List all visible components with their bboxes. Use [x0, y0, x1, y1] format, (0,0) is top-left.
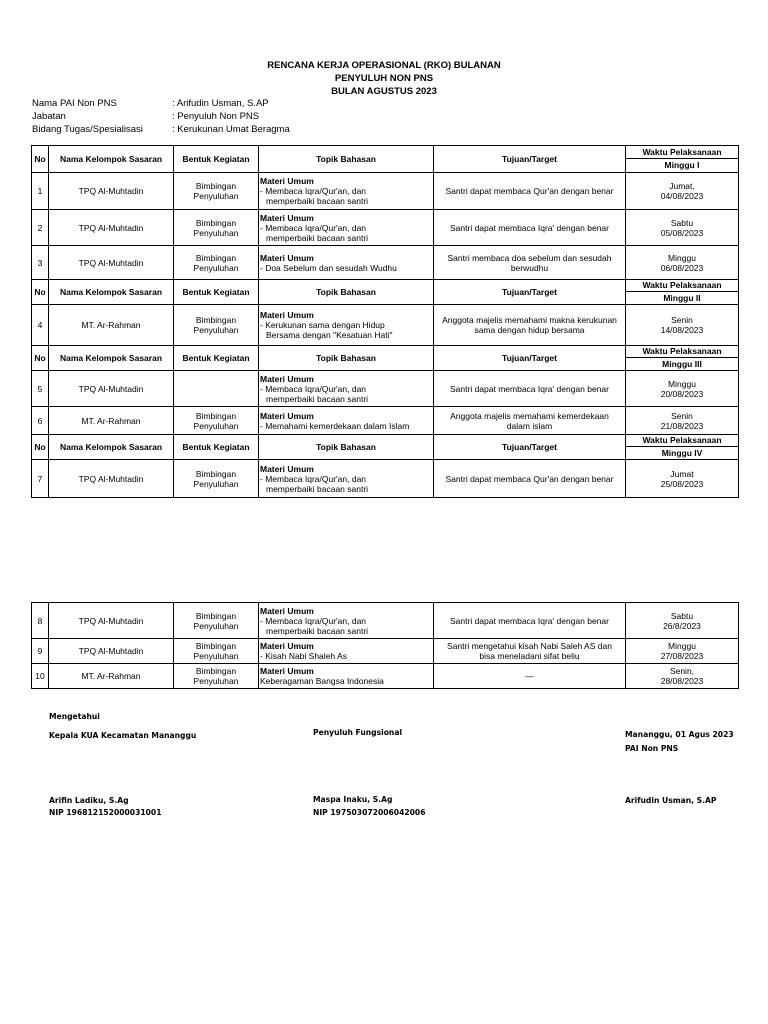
rko-table [31, 145, 739, 498]
materi-label: Materi Umum [260, 641, 314, 651]
materi-label: Materi Umum [260, 605, 314, 616]
tujuan-line: Santri dapat membaca Iqra' dengan benar [450, 615, 609, 626]
col-topik-header: Topik Bahasan [259, 280, 434, 305]
bentuk-line: Penyuluhan [193, 325, 239, 335]
row-waktu [626, 246, 739, 280]
col-no-header: No [32, 146, 49, 173]
table-row [32, 371, 739, 407]
week-label: Minggu III [662, 359, 702, 369]
row-tujuan [434, 407, 626, 435]
materi-label: Materi Umum [260, 463, 314, 474]
table-row [32, 173, 739, 210]
tujuan-line: sama dengan hidup bersama [474, 325, 585, 335]
materi-label: Materi Umum [260, 666, 314, 676]
kepala-title: Kepala KUA Kecamatan Mananggu [49, 731, 197, 740]
tujuan-line: Santri dapat membaca Qur'an dengan benar [445, 186, 614, 196]
bentuk-line: Bimbingan [195, 252, 237, 263]
row-kelompok: MT. Ar-Rahman [49, 407, 174, 435]
row-tujuan [434, 603, 626, 639]
table-row [32, 407, 739, 435]
topik-line: - Memahami kemerdekaan dalam Islam [260, 420, 410, 431]
row-kelompok: TPQ Al-Muhtadin [49, 603, 174, 639]
col-kelompok-header: Nama Kelompok Sasaran [49, 146, 174, 173]
place-date: Mananggu, 01 Agus 2023 [625, 730, 734, 739]
col-topik-header: Topik Bahasan [259, 346, 434, 371]
row-tujuan [434, 664, 626, 689]
table-row [32, 664, 739, 689]
col-tujuan-header: Tujuan/Target [434, 435, 626, 460]
bentuk-line: Bimbingan [195, 217, 237, 228]
col-waktu-header [626, 346, 739, 371]
topik-line: - Doa Sebelum dan sesudah Wudhu [260, 262, 397, 273]
col-no-header: No [32, 280, 49, 305]
row-bentuk [174, 305, 259, 346]
table-header-row [32, 146, 739, 173]
col-topik-header: Topik Bahasan [259, 435, 434, 460]
waktu-day: Jumat, [669, 181, 695, 191]
table-header-row [32, 280, 739, 305]
row-waktu [626, 173, 739, 210]
topik-line: - Membaca Iqra/Qur'an, dan [260, 615, 367, 626]
row-kelompok: TPQ Al-Muhtadin [49, 173, 174, 210]
waktu-label: Waktu Pelaksanaan [626, 280, 738, 292]
row-kelompok: TPQ Al-Muhtadin [49, 246, 174, 280]
col-waktu-header [626, 435, 739, 460]
row-kelompok: TPQ Al-Muhtadin [49, 371, 174, 407]
topik-line: Keberagaman Bangsa Indonesia [260, 676, 384, 686]
waktu-date: 21/08/2023 [660, 420, 704, 431]
row-bentuk [174, 664, 259, 689]
row-no: 7 [32, 460, 49, 498]
waktu-day: Minggu [668, 252, 696, 263]
tujuan-line: Anggota majelis memahami kemerdekaan [450, 410, 609, 421]
row-tujuan [434, 460, 626, 498]
materi-label: Materi Umum [260, 310, 314, 320]
bentuk-line: Penyuluhan [193, 227, 239, 238]
materi-label: Materi Umum [260, 373, 314, 384]
info-label: Nama PAI Non PNS [32, 98, 117, 109]
row-bentuk [174, 639, 259, 664]
row-topik [259, 210, 434, 246]
waktu-day: Jumat [670, 468, 694, 479]
row-waktu [626, 210, 739, 246]
row-tujuan [434, 173, 626, 210]
waktu-day: Senin, [669, 666, 695, 676]
pai-title: PAI Non PNS [625, 744, 679, 753]
row-bentuk [174, 603, 259, 639]
bentuk-line: Bimbingan [195, 315, 237, 325]
row-bentuk [174, 210, 259, 246]
topik-line: memperbaiki bacaan santri [266, 483, 369, 494]
bentuk-line: Penyuluhan [193, 420, 239, 431]
row-topik [259, 603, 434, 639]
row-no: 10 [32, 664, 49, 689]
col-kelompok-header: Nama Kelompok Sasaran [49, 346, 174, 371]
topik-line: - Membaca Iqra/Qur'an, dan [260, 222, 367, 233]
bentuk-line: Penyuluhan [193, 191, 239, 201]
table-row [32, 305, 739, 346]
fungsional-title: Penyuluh Fungsional [313, 728, 403, 737]
tujuan-line: Santri membaca doa sebelum dan sesudah [447, 252, 612, 263]
row-kelompok: MT. Ar-Rahman [49, 305, 174, 346]
row-tujuan [434, 246, 626, 280]
bentuk-line: Penyuluhan [193, 651, 239, 661]
row-topik [259, 305, 434, 346]
col-kelompok-header: Nama Kelompok Sasaran [49, 280, 174, 305]
waktu-date: 27/08/2023 [660, 651, 704, 661]
bentuk-line: Penyuluhan [193, 620, 239, 631]
bentuk-line: Bimbingan [195, 641, 237, 651]
bentuk-line: Bimbingan [195, 410, 237, 421]
row-tujuan [434, 305, 626, 346]
row-no: 5 [32, 371, 49, 407]
table-row [32, 210, 739, 246]
col-no-header: No [32, 346, 49, 371]
table-row [32, 460, 739, 498]
doc-title: RENCANA KERJA OPERASIONAL (RKO) BULANAN [267, 60, 501, 71]
mengetahui-label: Mengetahui [49, 712, 100, 721]
tujuan-line: Santri dapat membaca Iqra' dengan benar [450, 222, 609, 233]
row-topik [259, 246, 434, 280]
doc-period: BULAN AGUSTUS 2023 [331, 86, 437, 97]
materi-label: Materi Umum [260, 252, 314, 263]
table-header-row [32, 435, 739, 460]
info-label: Jabatan [32, 111, 66, 122]
bentuk-line: Penyuluhan [193, 478, 239, 489]
table-row [32, 603, 739, 639]
topik-line: Bersama dengan "Kesatuan Hati" [266, 330, 393, 340]
topik-line: - Membaca Iqra/Qur'an, dan [260, 186, 367, 196]
rko-table-continued [31, 602, 739, 689]
col-tujuan-header: Tujuan/Target [434, 346, 626, 371]
tujuan-line: Santri dapat membaca Qur'an dengan benar [445, 473, 614, 484]
bentuk-line: Penyuluhan [193, 676, 239, 686]
col-topik-header: Topik Bahasan [259, 146, 434, 173]
waktu-day: Minggu [668, 378, 696, 389]
col-waktu-header [626, 146, 739, 173]
row-topik [259, 371, 434, 407]
topik-line: memperbaiki bacaan santri [266, 625, 369, 636]
waktu-date: 04/08/2023 [660, 191, 704, 201]
topik-line: - Membaca Iqra/Qur'an, dan [260, 473, 367, 484]
kepala-nip: NIP 196812152000031001 [49, 808, 162, 817]
fungsional-nip: NIP 197503072006042006 [313, 808, 426, 817]
topik-line: memperbaiki bacaan santri [266, 232, 369, 243]
waktu-day: Senin [671, 410, 693, 421]
topik-line: - Kerukunan sama dengan Hidup [260, 320, 385, 330]
table-row [32, 246, 739, 280]
col-bentuk-header: Bentuk Kegiatan [174, 146, 259, 173]
row-tujuan [434, 371, 626, 407]
materi-label: Materi Umum [260, 176, 314, 186]
bentuk-line: Penyuluhan [193, 262, 239, 273]
row-topik [259, 407, 434, 435]
col-tujuan-header: Tujuan/Target [434, 280, 626, 305]
bentuk-line: Bimbingan [195, 181, 237, 191]
topik-line: - Kisah Nabi Shaleh As [260, 651, 347, 661]
waktu-date: 14/08/2023 [660, 325, 704, 335]
info-value: : Kerukunan Umat Beragma [172, 124, 290, 135]
week-label: Minggu I [664, 160, 700, 170]
doc-subtitle: PENYULUH NON PNS [334, 73, 434, 84]
row-no: 3 [32, 246, 49, 280]
tujuan-line: Santri dapat membaca Iqra' dengan benar [450, 383, 609, 394]
pai-name: Arifudin Usman, S.AP [625, 796, 717, 805]
materi-label: Materi Umum [260, 212, 314, 223]
row-topik [259, 460, 434, 498]
row-waktu [626, 460, 739, 498]
bentuk-line: Bimbingan [195, 610, 237, 621]
row-no: 9 [32, 639, 49, 664]
row-kelompok: TPQ Al-Muhtadin [49, 460, 174, 498]
waktu-day: Senin [671, 315, 693, 325]
row-tujuan [434, 210, 626, 246]
row-bentuk [174, 460, 259, 498]
row-no: 1 [32, 173, 49, 210]
row-no: 2 [32, 210, 49, 246]
topik-line: - Membaca Iqra/Qur'an, dan [260, 383, 367, 394]
week-label: Minggu IV [661, 448, 703, 458]
row-waktu [626, 603, 739, 639]
row-topik [259, 173, 434, 210]
bentuk-line: Bimbingan [195, 468, 237, 479]
col-kelompok-header: Nama Kelompok Sasaran [49, 435, 174, 460]
tujuan-line: bisa meneladani sifat beliu [479, 651, 580, 661]
table-row [32, 639, 739, 664]
row-bentuk [174, 246, 259, 280]
row-kelompok: TPQ Al-Muhtadin [49, 639, 174, 664]
tujuan-line: dalam islam [506, 420, 553, 431]
waktu-label: Waktu Pelaksanaan [626, 146, 738, 159]
col-no-header: No [32, 435, 49, 460]
col-waktu-header [626, 280, 739, 305]
row-bentuk [174, 407, 259, 435]
bentuk-line: Bimbingan [195, 666, 237, 676]
info-value: : Penyuluh Non PNS [172, 111, 260, 122]
materi-label: Materi Umum [260, 410, 314, 421]
waktu-date: 20/08/2023 [660, 388, 704, 399]
tujuan-line: berwudhu [510, 262, 549, 273]
row-no: 6 [32, 407, 49, 435]
row-waktu [626, 664, 739, 689]
col-bentuk-header: Bentuk Kegiatan [174, 346, 259, 371]
row-waktu [626, 407, 739, 435]
waktu-date: 28/08/2023 [660, 676, 704, 686]
table-header-row [32, 346, 739, 371]
info-value: : Arifudin Usman, S.AP [172, 98, 269, 109]
row-waktu [626, 639, 739, 664]
waktu-day: Sabtu [670, 217, 694, 228]
topik-line: memperbaiki bacaan santri [266, 393, 369, 404]
tujuan-line: Anggota majelis memahami makna kerukunan [442, 315, 617, 325]
waktu-label: Waktu Pelaksanaan [626, 346, 738, 358]
waktu-day: Sabtu [670, 610, 694, 621]
row-bentuk [174, 371, 259, 407]
row-bentuk [174, 173, 259, 210]
waktu-label: Waktu Pelaksanaan [626, 435, 738, 447]
week-label: Minggu II [663, 293, 701, 303]
waktu-date: 26/8/2023 [663, 620, 701, 631]
row-kelompok: TPQ Al-Muhtadin [49, 210, 174, 246]
row-kelompok: MT. Ar-Rahman [49, 664, 174, 689]
tujuan-line: — [525, 671, 534, 681]
row-waktu [626, 305, 739, 346]
waktu-date: 25/08/2023 [660, 478, 704, 489]
waktu-day: Minggu [668, 641, 696, 651]
row-tujuan [434, 639, 626, 664]
waktu-date: 06/08/2023 [660, 262, 704, 273]
waktu-date: 05/08/2023 [660, 227, 704, 238]
fungsional-name: Maspa Inaku, S.Ag [313, 795, 393, 804]
row-topik [259, 664, 434, 689]
row-no: 8 [32, 603, 49, 639]
col-tujuan-header: Tujuan/Target [434, 146, 626, 173]
row-no: 4 [32, 305, 49, 346]
topik-line: memperbaiki bacaan santri [266, 196, 369, 206]
col-bentuk-header: Bentuk Kegiatan [174, 435, 259, 460]
info-label: Bidang Tugas/Spesialisasi [32, 124, 143, 135]
tujuan-line: Santri mengetahui kisah Nabi Saleh AS dan [447, 641, 612, 651]
row-waktu [626, 371, 739, 407]
kepala-name: Arifin Ladiku, S.Ag [49, 796, 129, 805]
col-bentuk-header: Bentuk Kegiatan [174, 280, 259, 305]
row-topik [259, 639, 434, 664]
